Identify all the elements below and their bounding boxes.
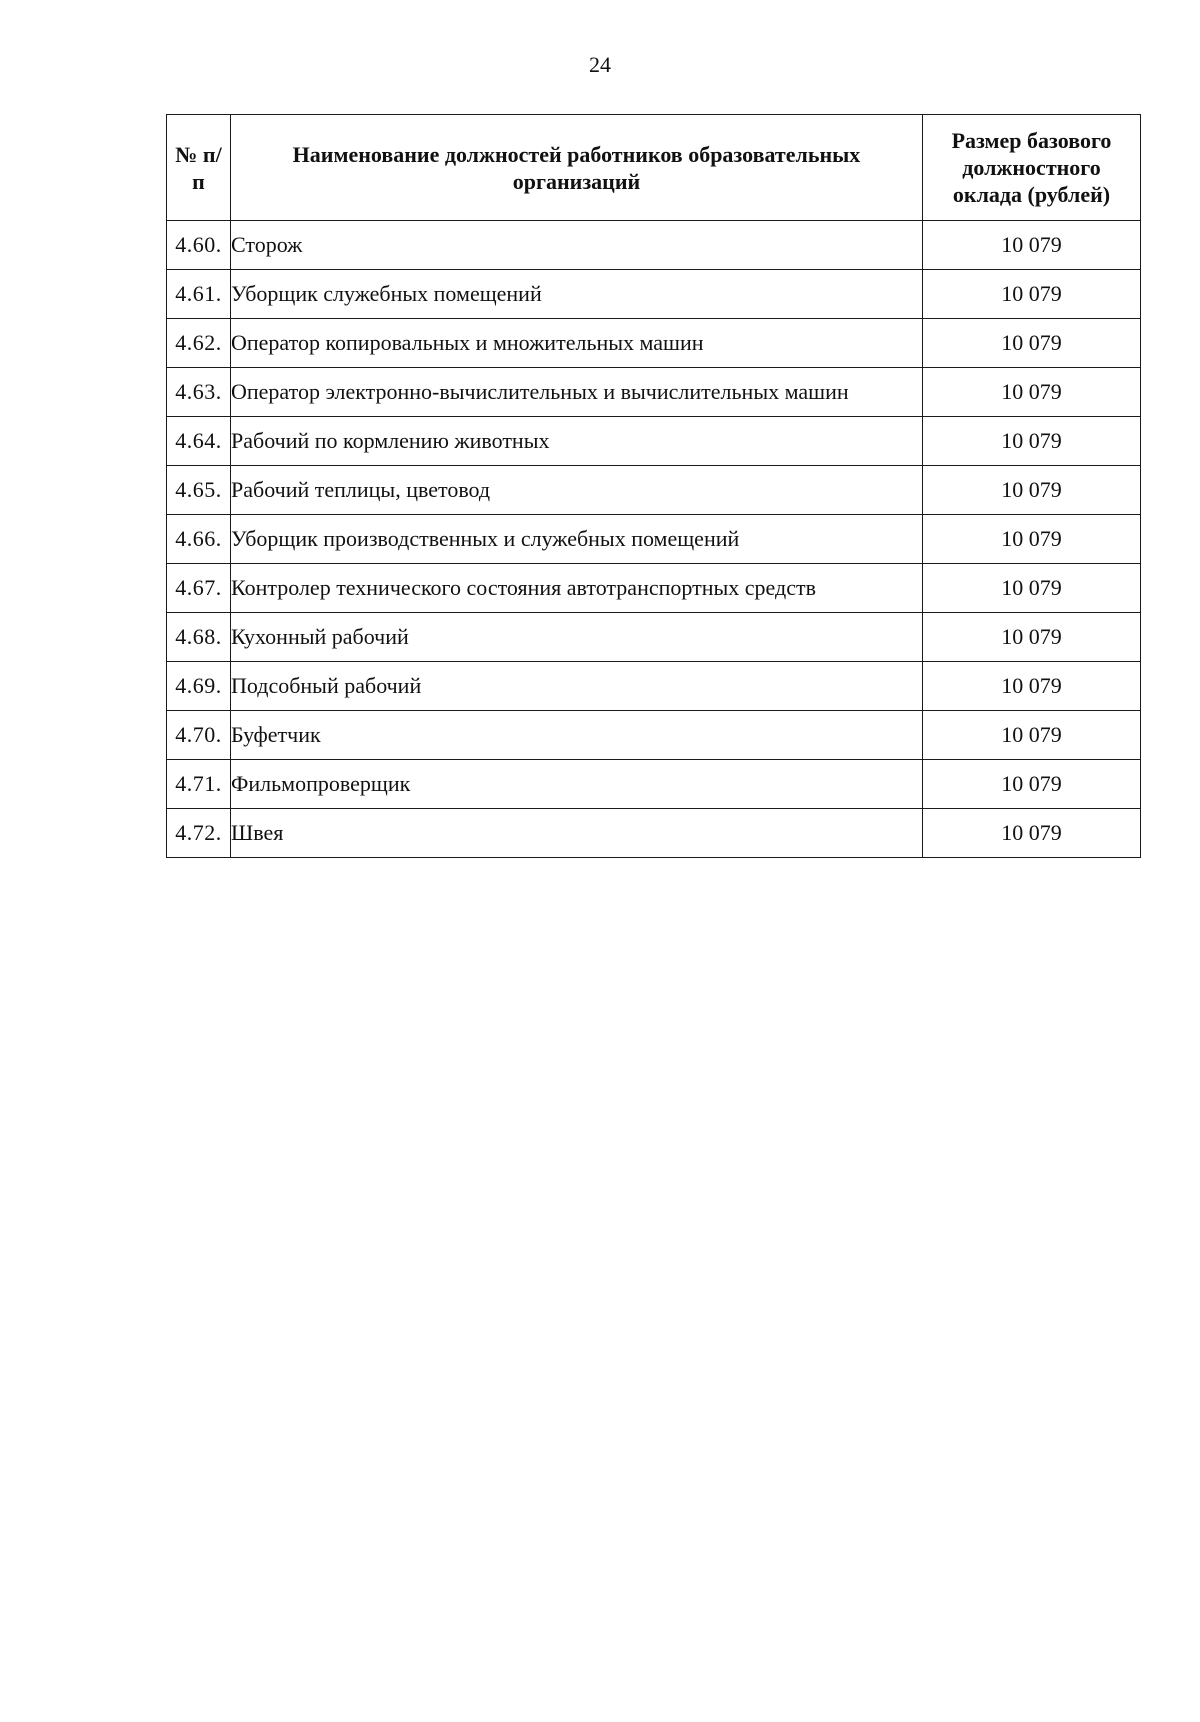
- row-number: 4.69.: [167, 662, 231, 711]
- row-position-name: Уборщик служебных помещений: [231, 270, 923, 319]
- row-salary: 10 079: [923, 515, 1141, 564]
- row-position-name: Подсобный рабочий: [231, 662, 923, 711]
- row-salary: 10 079: [923, 221, 1141, 270]
- row-number: 4.65.: [167, 466, 231, 515]
- header-salary-label: Размер базового должностного оклада (рублей): [951, 128, 1112, 207]
- table-row: [167, 564, 1141, 613]
- row-salary: 10 079: [923, 760, 1141, 809]
- row-position-name: Сторож: [231, 221, 923, 270]
- table-row: [167, 466, 1141, 515]
- table-row: [167, 711, 1141, 760]
- table-row: [167, 613, 1141, 662]
- row-salary: 10 079: [923, 466, 1141, 515]
- row-salary: 10 079: [923, 564, 1141, 613]
- row-number: 4.61.: [167, 270, 231, 319]
- row-position-name: Уборщик производственных и служебных помещений: [231, 515, 923, 564]
- row-salary: 10 079: [923, 417, 1141, 466]
- row-position-name: Фильмопроверщик: [231, 760, 923, 809]
- row-number: 4.68.: [167, 613, 231, 662]
- header-position-name: [231, 115, 923, 221]
- row-number: 4.67.: [167, 564, 231, 613]
- table-row: [167, 515, 1141, 564]
- table-row: [167, 368, 1141, 417]
- header-salary: [923, 115, 1141, 221]
- row-position-name: Кухонный рабочий: [231, 613, 923, 662]
- page-number: 24: [589, 52, 611, 77]
- header-number: [167, 115, 231, 221]
- table-row: [167, 319, 1141, 368]
- row-number: 4.64.: [167, 417, 231, 466]
- table-row: [167, 809, 1141, 858]
- row-number: 4.62.: [167, 319, 231, 368]
- table-row: [167, 270, 1141, 319]
- row-position-name: Буфетчик: [231, 711, 923, 760]
- table-row: [167, 221, 1141, 270]
- row-salary: 10 079: [923, 613, 1141, 662]
- table-row: [167, 662, 1141, 711]
- header-number-label: № п/п: [175, 141, 222, 194]
- row-number: 4.66.: [167, 515, 231, 564]
- row-position-name: Оператор копировальных и множительных машин: [231, 319, 923, 368]
- salary-table: [166, 114, 1141, 858]
- row-number: 4.72.: [167, 809, 231, 858]
- row-salary: 10 079: [923, 711, 1141, 760]
- row-salary: 10 079: [923, 270, 1141, 319]
- row-salary: 10 079: [923, 809, 1141, 858]
- header-position-name-label: Наименование должностей работников образовательных организаций: [292, 141, 861, 194]
- row-position-name: Рабочий теплицы, цветовод: [231, 466, 923, 515]
- row-position-name: Рабочий по кормлению животных: [231, 417, 923, 466]
- row-number: 4.63.: [167, 368, 231, 417]
- table-header-row: [167, 115, 1141, 221]
- row-number: 4.71.: [167, 760, 231, 809]
- table-row: [167, 760, 1141, 809]
- row-position-name: Оператор электронно-вычислительных и вычислительных машин: [231, 368, 923, 417]
- row-number: 4.70.: [167, 711, 231, 760]
- row-position-name: Швея: [231, 809, 923, 858]
- row-number: 4.60.: [167, 221, 231, 270]
- row-position-name: Контролер технического состояния автотранспортных средств: [231, 564, 923, 613]
- row-salary: 10 079: [923, 662, 1141, 711]
- row-salary: 10 079: [923, 319, 1141, 368]
- table-row: [167, 417, 1141, 466]
- row-salary: 10 079: [923, 368, 1141, 417]
